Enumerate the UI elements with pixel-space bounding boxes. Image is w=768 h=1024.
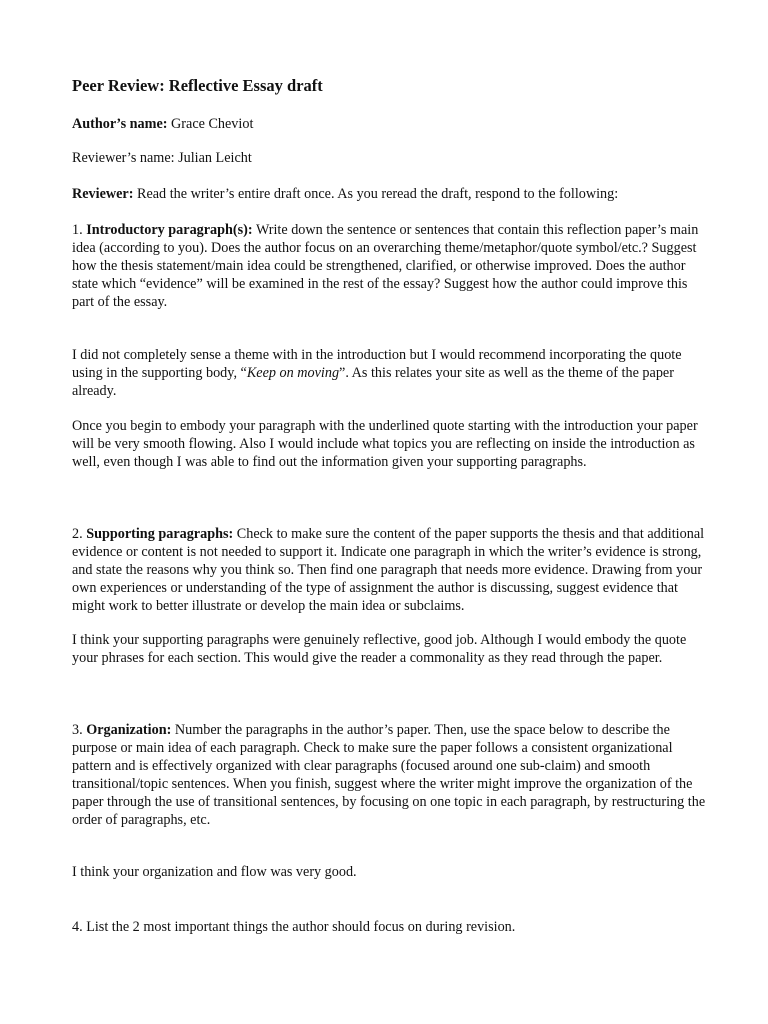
question-2 [72,525,708,615]
question-2-number: 2. [72,526,83,542]
question-2-text: Check to make sure the content of the paper supports the thesis and that additional evidence or content is not needed to support it. Indicate one paragraph in which the writer’s evidence is strong, and state the reasons why you think so. Then find one paragraph that needs more evidence. Drawing from your own experiences or understanding of the type of assignment the author is discussing, suggest evidence that might work to better illustrate or develop the main idea or subclaims. [72,526,705,614]
answer-1-paragraph-1 [72,346,708,400]
question-1-number: 1. [72,222,83,238]
question-3-label: Organization: [86,722,172,738]
reviewer-instructions [72,185,708,203]
author-line [72,115,708,133]
question-3-text: Number the paragraphs in the author’s paper. Then, use the space below to describe the purpose or main idea of each paragraph. Check to make sure the paper follows a consistent organizational pattern and is effectively organized with clear paragraphs (focused around one sub-claim) and smooth transitional/topic sentences. When you finish, suggest where the writer might improve the organization of the paper through the use of transitional sentences, by focusing on one topic in each paragraph, by restructuring the order of paragraphs, etc. [72,722,706,828]
author-name: Grace Cheviot [171,116,254,132]
author-label: Author’s name: [72,116,168,132]
answer-2: I think your supporting paragraphs were genuinely reflective, good job. Although I would embody the quote your phrases for each section. This would give the reader a commonality as they read through the paper. [72,632,687,666]
question-4-text: List the 2 most important things the author should focus on during revision. [86,919,516,935]
question-2-label: Supporting paragraphs: [86,526,234,542]
answer-1-text-before: I did not completely sense a theme with in the introduction but I would recommend incorporating the quote using in the supporting body, “ [72,347,682,381]
instructions-text: Read the writer’s entire draft once. As you reread the draft, respond to the following: [137,186,619,202]
answer-1-paragraph-2: Once you begin to embody your paragraph with the underlined quote starting with the introduction your paper will be very smooth flowing. Also I would include what topics you are reflecting on inside the introduction as well, even though I was able to find out the information given your supporting paragraphs. [72,418,698,470]
question-1-label: Introductory paragraph(s): [86,222,253,238]
question-1-text: Write down the sentence or sentences that contain this reflection paper’s main idea (according to you). Does the author focus on an overarching theme/metaphor/quote symbol/etc.? Suggest how the thesis statement/main idea could be strengthened, clarified, or otherwise improved. Does the author state which “evidence” will be examined in the rest of the essay? Suggest how the author could improve this part of the essay. [72,222,699,310]
answer-3: I think your organization and flow was very good. [72,864,357,880]
question-3 [72,721,708,829]
question-4 [72,918,708,936]
document-title: Peer Review: Reflective Essay draft [72,76,323,95]
question-4-number: 4. [72,919,83,935]
answer-1-text-after: ”. As this relates your site as well as the theme of the paper already. [72,365,674,399]
instructions-label: Reviewer: [72,186,134,202]
reviewer-line: Reviewer’s name: Julian Leicht [72,150,252,166]
answer-1-quote: Keep on moving [246,365,340,381]
question-1 [72,221,708,311]
question-3-number: 3. [72,722,83,738]
